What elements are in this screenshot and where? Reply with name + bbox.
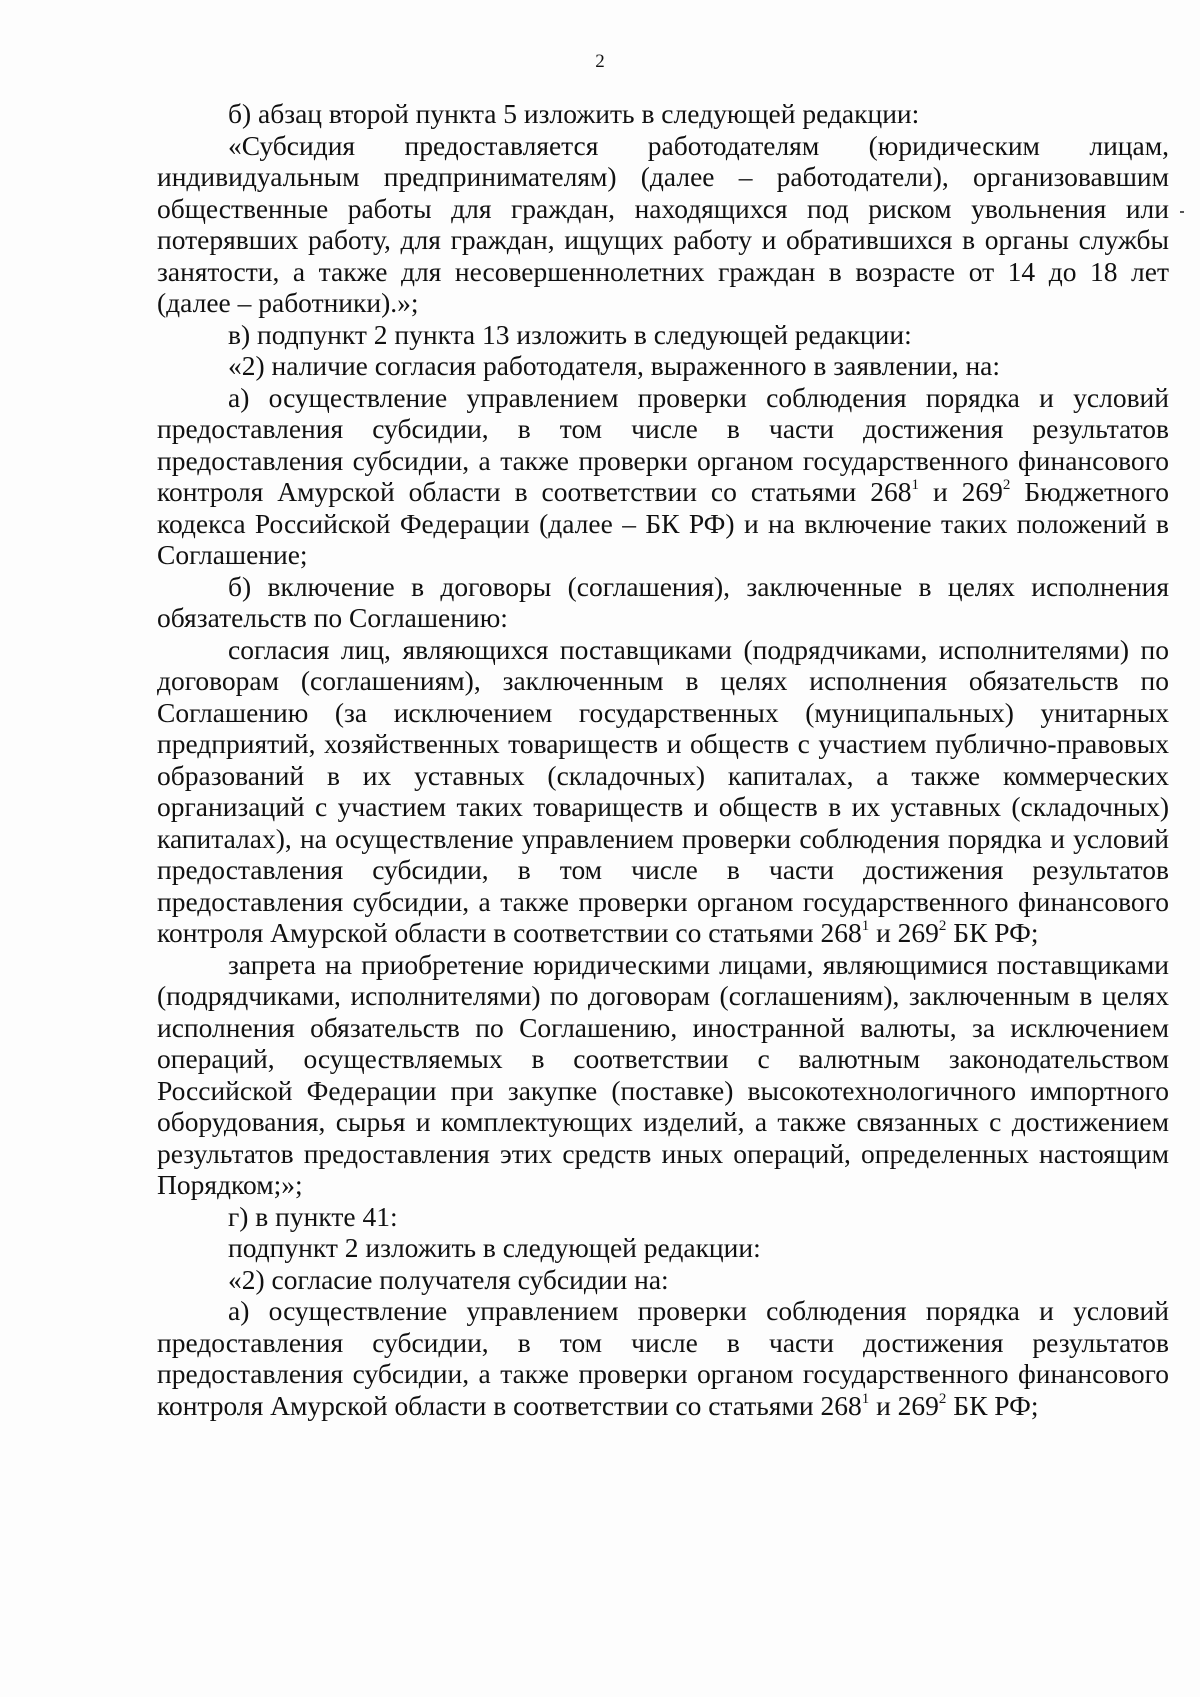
superscript: 1 <box>911 477 919 493</box>
text-segment: БК РФ; <box>946 1389 1039 1421</box>
paragraph-subpoint-2-heading: подпункт 2 изложить в следующей редакции: <box>228 1232 761 1263</box>
paragraph-subitem-b-heading: б) абзац второй пункта 5 изложить в следующей редакции: <box>228 98 920 129</box>
superscript: 2 <box>938 918 947 934</box>
text-segment: БК РФ; <box>946 917 1039 948</box>
paragraph-recipient-inspection-consent <box>157 1295 1169 1421</box>
text-segment: и 269 <box>869 917 939 948</box>
paragraph-subitem-g-heading: г) в пункте 41: <box>228 1200 398 1232</box>
document-body <box>157 98 1169 1421</box>
text-segment: согласия лиц, являющихся поставщиками (подрядчиками, исполнителями) по договорам (соглашениям), заключенным в целях исполнения обязательств по Соглашению (за исключением государственных (муниципальных) унитарных предприятий, хозяйственных товариществ и обществ с участием публично-правовых образований в их уставных (складочных) капиталах, а также коммерческих организаций с участием таких товариществ и обществ в их уставных (складочных) капиталах), на осуществление управлением проверки соблюдения порядка и условий предоставления субсидии, в том числе в части достижения результатов предоставления субсидии, а также проверки органом государственного финансового контроля Амурской области в соответствии со статьями 268 <box>157 633 1169 948</box>
scan-artifact-mark <box>1180 211 1184 213</box>
paragraph-inspection-consent <box>157 382 1169 571</box>
paragraph-subsidy-definition: «Субсидия предоставляется работодателям (юридическим лицам, индивидуальным предпринимателям) (далее – работодатели), организовавшим общественные работы для граждан, находящихся под риском увольнения или потерявших работу, для граждан, ищущих работу и обратившихся в органы службы занятости, а также для несовершеннолетних граждан в возрасте от 14 до 18 лет (далее – работники).»; <box>157 129 1169 318</box>
text-segment: а) осуществление управлением проверки соблюдения порядка и условий предоставления субсидии, в том числе в части достижения результатов предоставления субсидии, а также проверки органом государственного финансового контроля Амурской области в соответствии со статьями 268 <box>157 381 1169 507</box>
paragraph-employer-consent-heading: «2) наличие согласия работодателя, выраженного в заявлении, на: <box>228 350 1001 381</box>
text-segment: Бюджетного кодекса Российской Федерации (далее – БК РФ) и на включение таких положений в Соглашение; <box>157 476 1169 570</box>
superscript: 2 <box>1002 477 1011 493</box>
superscript: 1 <box>861 918 870 934</box>
text-segment: а) осуществление управлением проверки соблюдения порядка и условий предоставления субсидии, в том числе в части достижения результатов предоставления субсидии, а также проверки органом государственного финансового контроля Амурской области в соответствии со статьями 268 <box>157 1295 1169 1421</box>
paragraph-supplier-consent <box>157 634 1169 949</box>
superscript: 2 <box>938 1390 947 1407</box>
text-segment: и 269 <box>918 476 1003 507</box>
page-number: 2 <box>595 51 605 72</box>
text-segment: и 269 <box>869 1389 939 1421</box>
superscript: 1 <box>861 1390 870 1407</box>
paragraph-contracts-inclusion: б) включение в договоры (соглашения), заключенные в целях исполнения обязательств по Соглашению: <box>157 570 1169 633</box>
paragraph-subitem-v-heading: в) подпункт 2 пункта 13 изложить в следующей редакции: <box>228 318 912 350</box>
paragraph-recipient-consent-heading: «2) согласие получателя субсидии на: <box>228 1263 669 1295</box>
paragraph-currency-prohibition: запрета на приобретение юридическими лицами, являющимися поставщиками (подрядчиками, исполнителями) по договорам (соглашениям), заключенным в целях исполнения обязательств по Соглашению, иностранной валюты, за исключением операций, осуществляемых в соответствии с валютным законодательством Российской Федерации при закупке (поставке) высокотехнологичного импортного оборудования, сырья и комплектующих изделий, а также связанных с достижением результатов предоставления этих средств иных операций, определенных настоящим Порядком;»; <box>157 948 1169 1200</box>
